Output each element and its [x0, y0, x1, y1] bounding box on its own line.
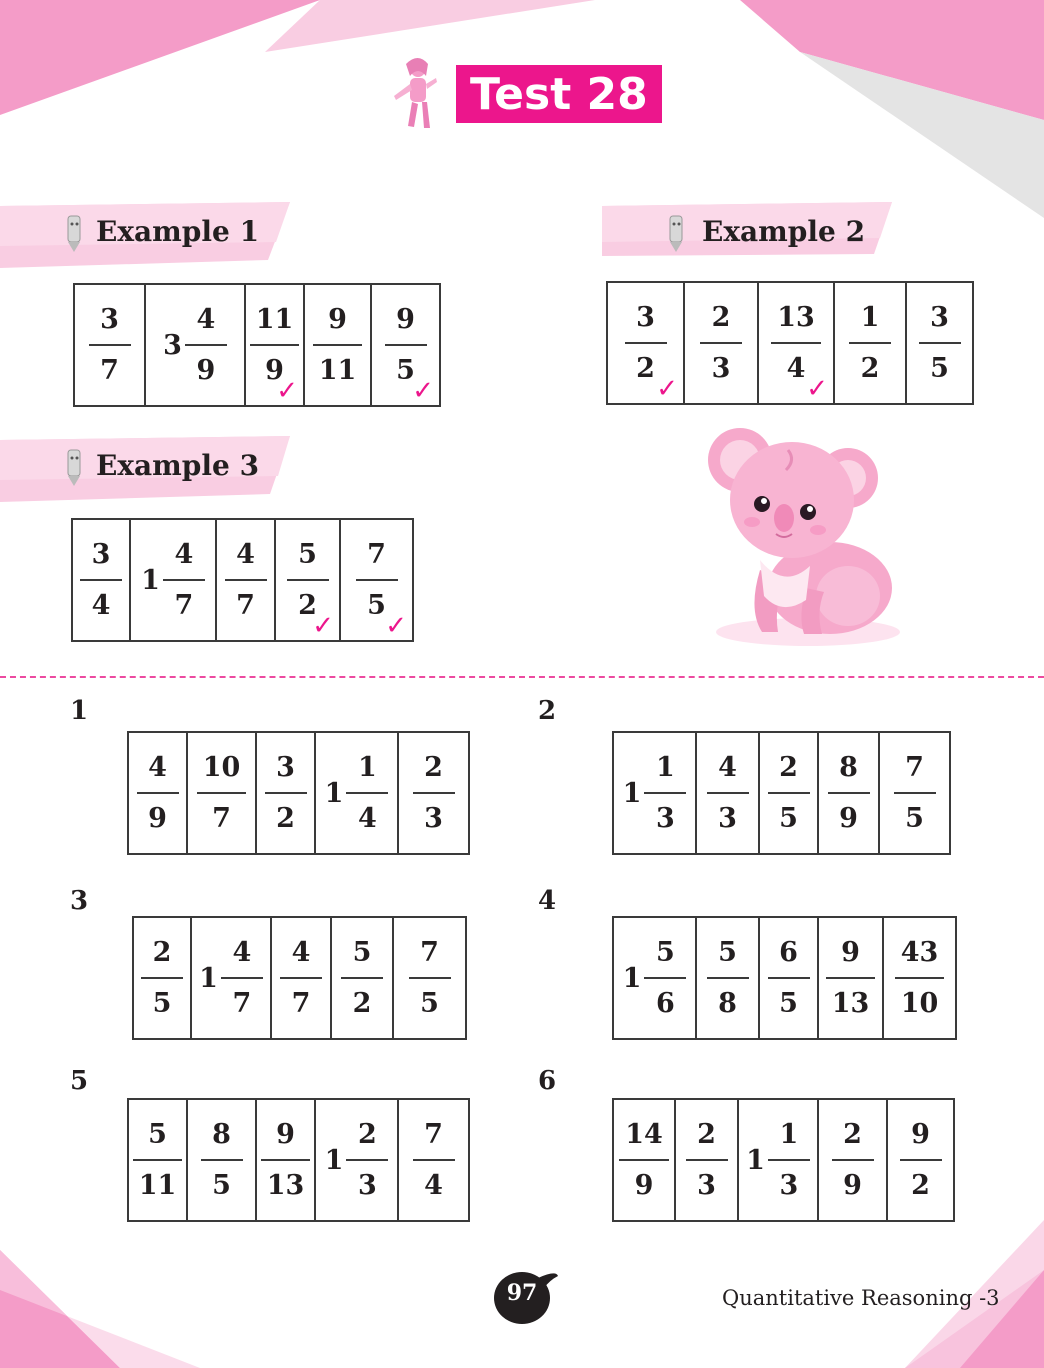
denominator: 9	[634, 1170, 654, 1201]
fraction-bar	[768, 1159, 810, 1161]
fraction	[771, 304, 821, 382]
question-4-table	[612, 916, 957, 1040]
numerator: 9	[276, 1119, 295, 1150]
numerator: 4	[291, 937, 311, 968]
fraction	[280, 939, 322, 1017]
section-divider	[0, 676, 1044, 678]
numerator: 4	[236, 539, 255, 570]
koala-illustration	[700, 420, 915, 655]
numerator: 1	[860, 302, 880, 333]
example-2-banner	[602, 202, 902, 258]
denominator: 3	[357, 1170, 377, 1201]
pencil-icon	[60, 446, 88, 486]
check-mark-icon: ✓	[312, 611, 334, 641]
numerator: 5	[655, 937, 675, 968]
numerator: 8	[839, 752, 858, 783]
fraction	[707, 939, 749, 1017]
example-1-banner	[0, 202, 300, 258]
fraction	[894, 754, 936, 832]
numerator: 9	[911, 1119, 930, 1150]
denominator: 5	[212, 1170, 231, 1201]
question-6-table	[612, 1098, 955, 1222]
fraction	[225, 541, 267, 619]
fraction-bar	[89, 344, 131, 346]
fraction-bar	[197, 792, 247, 794]
fraction-bar	[700, 342, 742, 344]
title-box	[456, 65, 662, 123]
fraction	[700, 304, 742, 382]
example-2-table	[606, 281, 974, 405]
fraction-bar	[707, 792, 749, 794]
numerator: 9	[328, 304, 347, 335]
denominator: 9	[843, 1170, 862, 1201]
fraction-cell	[372, 285, 439, 405]
fraction	[325, 754, 389, 832]
fraction-cell	[835, 283, 907, 403]
fraction-cell	[188, 733, 257, 853]
fraction-cell	[257, 733, 316, 853]
fraction-cell	[272, 918, 332, 1038]
fraction-cell	[134, 918, 192, 1038]
question-3-number: 3	[70, 886, 89, 916]
numerator: 4	[196, 304, 216, 335]
denominator: 10	[900, 988, 939, 1019]
question-6-number: 6	[538, 1066, 557, 1096]
numerator: 4	[148, 752, 167, 783]
fraction	[686, 1121, 728, 1199]
denominator: 13	[831, 988, 870, 1019]
fraction-cell	[257, 1100, 316, 1220]
fraction-bar	[919, 342, 961, 344]
fraction-cell	[73, 520, 131, 640]
numerator: 4	[718, 752, 737, 783]
numerator: 1	[779, 1119, 799, 1150]
fraction-cell	[316, 1100, 399, 1220]
fraction	[900, 1121, 942, 1199]
fraction-cell	[394, 918, 465, 1038]
denominator: 2	[636, 353, 655, 384]
fraction	[163, 306, 227, 384]
numerator: 5	[352, 937, 372, 968]
denominator: 3	[711, 353, 731, 384]
fraction-bar	[225, 579, 267, 581]
fraction	[707, 754, 749, 832]
fraction-bar	[686, 1159, 728, 1161]
denominator: 4	[786, 353, 806, 384]
page-title: Test 28	[470, 68, 648, 120]
fraction-cell	[760, 918, 819, 1038]
numerator: 2	[711, 302, 731, 333]
pencil-icon	[662, 212, 690, 252]
fraction	[133, 1121, 183, 1199]
denominator: 7	[212, 803, 231, 834]
fraction-bar	[849, 342, 891, 344]
fraction-bar	[261, 1159, 311, 1161]
fraction-bar	[80, 579, 122, 581]
numerator: 9	[841, 937, 860, 968]
fraction	[341, 939, 383, 1017]
fraction-cell	[697, 733, 760, 853]
numerator: 2	[424, 752, 443, 783]
fraction-bar	[287, 579, 329, 581]
numerator: 7	[367, 539, 386, 570]
numerator: 2	[357, 1119, 377, 1150]
fraction-bar	[185, 344, 227, 346]
fraction-cell	[217, 520, 276, 640]
denominator: 5	[396, 355, 415, 386]
fraction-cell	[188, 1100, 257, 1220]
fraction	[826, 939, 876, 1017]
denominator: 6	[655, 988, 675, 1019]
numerator: 2	[779, 752, 798, 783]
fraction-cell	[276, 520, 341, 640]
fraction-cell	[676, 1100, 739, 1220]
fraction	[746, 1121, 810, 1199]
question-5-number: 5	[70, 1066, 89, 1096]
numerator: 5	[148, 1119, 167, 1150]
denominator: 5	[779, 988, 798, 1019]
denominator: 5	[420, 988, 439, 1019]
book-title: Quantitative Reasoning -3	[722, 1286, 1000, 1310]
numerator: 5	[718, 937, 737, 968]
fraction-bar	[413, 1159, 455, 1161]
denominator: 9	[265, 355, 284, 386]
denominator: 4	[357, 803, 377, 834]
denominator: 7	[174, 590, 194, 621]
fraction-bar	[894, 792, 936, 794]
pencil-icon	[60, 212, 88, 252]
fraction-bar	[280, 977, 322, 979]
check-mark-icon: ✓	[412, 376, 434, 406]
denominator: 13	[266, 1170, 305, 1201]
numerator: 2	[697, 1119, 716, 1150]
denominator: 5	[152, 988, 172, 1019]
fraction-cell	[819, 1100, 888, 1220]
fraction-bar	[250, 344, 300, 346]
question-2-table	[612, 731, 951, 855]
check-mark-icon: ✓	[276, 376, 298, 406]
whole-number: 1	[622, 962, 642, 994]
denominator: 4	[91, 590, 111, 621]
fraction-bar	[141, 977, 183, 979]
denominator: 3	[718, 803, 737, 834]
fraction-cell	[316, 733, 399, 853]
denominator: 7	[291, 988, 311, 1019]
example-1-label: Example 1	[96, 215, 260, 248]
question-1-number: 1	[70, 696, 89, 726]
whole-number: 1	[324, 1144, 344, 1176]
denominator: 5	[367, 590, 386, 621]
fraction-cell	[399, 1100, 468, 1220]
numerator: 2	[152, 937, 172, 968]
fraction-bar	[409, 977, 451, 979]
fraction	[199, 939, 263, 1017]
title-area	[392, 58, 662, 130]
numerator: 13	[777, 302, 815, 333]
fraction	[849, 304, 891, 382]
fraction-cell	[608, 283, 685, 403]
fraction-cell	[819, 733, 880, 853]
numerator: 5	[298, 539, 317, 570]
fraction	[623, 754, 687, 832]
denominator: 8	[718, 988, 737, 1019]
denominator: 9	[196, 355, 216, 386]
whole-number: 3	[163, 329, 182, 361]
example-3-label: Example 3	[96, 449, 260, 482]
fraction	[623, 939, 687, 1017]
denominator: 7	[232, 988, 252, 1019]
fraction-bar	[137, 792, 179, 794]
fraction	[828, 754, 870, 832]
denominator: 3	[697, 1170, 716, 1201]
numerator: 1	[357, 752, 377, 783]
numerator: 7	[905, 752, 924, 783]
fraction-bar	[895, 977, 945, 979]
fraction	[832, 1121, 874, 1199]
fraction-bar	[133, 1159, 183, 1161]
fraction-cell	[129, 1100, 188, 1220]
fraction-bar	[771, 342, 821, 344]
numerator: 11	[255, 304, 294, 335]
check-mark-icon: ✓	[806, 374, 828, 404]
fraction-bar	[644, 792, 686, 794]
numerator: 10	[202, 752, 241, 783]
fraction-bar	[385, 344, 427, 346]
fraction	[89, 306, 131, 384]
whole-number: 1	[199, 962, 218, 994]
fraction-cell	[697, 918, 760, 1038]
denominator: 9	[148, 803, 167, 834]
fraction	[80, 541, 122, 619]
fraction	[895, 939, 945, 1017]
denominator: 3	[655, 803, 675, 834]
fraction	[385, 306, 427, 384]
numerator: 3	[276, 752, 295, 783]
fraction	[413, 1121, 455, 1199]
numerator: 7	[420, 937, 439, 968]
example-1-table	[73, 283, 441, 407]
denominator: 3	[779, 1170, 799, 1201]
fraction-cell	[614, 733, 697, 853]
fraction	[768, 939, 810, 1017]
denominator: 7	[236, 590, 255, 621]
fraction-bar	[163, 579, 205, 581]
fraction-bar	[413, 792, 455, 794]
fraction-cell	[399, 733, 468, 853]
fraction	[250, 306, 300, 384]
fraction	[625, 304, 667, 382]
fraction-cell	[888, 1100, 953, 1220]
fraction-bar	[768, 792, 810, 794]
fraction-cell	[146, 285, 246, 405]
fraction	[141, 939, 183, 1017]
check-mark-icon: ✓	[656, 374, 678, 404]
fraction-bar	[826, 977, 876, 979]
fraction	[919, 304, 961, 382]
fraction-bar	[900, 1159, 942, 1161]
fraction	[265, 754, 307, 832]
numerator: 4	[174, 539, 194, 570]
fraction-cell	[75, 285, 146, 405]
example-2-label: Example 2	[702, 215, 866, 248]
fraction-bar	[265, 792, 307, 794]
fraction	[197, 754, 247, 832]
fraction-cell	[332, 918, 394, 1038]
question-3-table	[132, 916, 467, 1040]
denominator: 5	[779, 803, 798, 834]
numerator: 6	[779, 937, 798, 968]
fraction-cell	[819, 918, 884, 1038]
fraction	[201, 1121, 243, 1199]
numerator: 9	[396, 304, 415, 335]
fraction-bar	[625, 342, 667, 344]
denominator: 4	[424, 1170, 443, 1201]
fraction-cell	[759, 283, 835, 403]
fraction-bar	[619, 1159, 669, 1161]
fraction	[768, 754, 810, 832]
fraction	[261, 1121, 311, 1199]
numerator: 14	[625, 1119, 663, 1150]
denominator: 11	[138, 1170, 177, 1201]
check-mark-icon: ✓	[385, 611, 407, 641]
fraction-bar	[707, 977, 749, 979]
numerator: 7	[424, 1119, 443, 1150]
fraction-bar	[341, 977, 383, 979]
fraction	[141, 541, 205, 619]
whole-number: 1	[746, 1144, 765, 1176]
whole-number: 1	[141, 564, 160, 596]
numerator: 1	[655, 752, 675, 783]
question-5-table	[127, 1098, 470, 1222]
fraction-bar	[356, 579, 398, 581]
example-3-banner	[0, 436, 300, 492]
fraction-cell	[341, 520, 412, 640]
denominator: 3	[424, 803, 443, 834]
fraction-cell	[739, 1100, 819, 1220]
fraction-bar	[221, 977, 263, 979]
fraction-bar	[832, 1159, 874, 1161]
fraction-cell	[685, 283, 759, 403]
question-4-number: 4	[538, 886, 557, 916]
fraction-cell	[129, 733, 188, 853]
fraction-cell	[884, 918, 955, 1038]
denominator: 2	[911, 1170, 930, 1201]
question-2-number: 2	[538, 696, 557, 726]
fraction-cell	[614, 1100, 676, 1220]
denominator: 2	[352, 988, 372, 1019]
denominator: 5	[905, 803, 924, 834]
page-number-badge	[488, 1268, 560, 1326]
question-1-table	[127, 731, 470, 855]
numerator: 43	[900, 937, 939, 968]
fraction-cell	[131, 520, 217, 640]
denominator: 5	[930, 353, 949, 384]
numerator: 3	[930, 302, 949, 333]
fraction-bar	[346, 792, 388, 794]
fraction-cell	[880, 733, 949, 853]
fraction	[413, 754, 455, 832]
fraction	[137, 754, 179, 832]
whole-number: 1	[622, 777, 642, 809]
fraction	[325, 1121, 389, 1199]
fraction	[313, 306, 363, 384]
fraction-cell	[760, 733, 819, 853]
numerator: 3	[636, 302, 655, 333]
fraction	[287, 541, 329, 619]
denominator: 11	[318, 355, 357, 386]
denominator: 7	[100, 355, 119, 386]
denominator: 2	[276, 803, 295, 834]
fraction-bar	[768, 977, 810, 979]
fraction-cell	[192, 918, 272, 1038]
fraction-bar	[313, 344, 363, 346]
fraction-bar	[346, 1159, 388, 1161]
page-number: 97	[506, 1280, 538, 1306]
fraction	[409, 939, 451, 1017]
denominator: 2	[860, 353, 880, 384]
fraction-bar	[644, 977, 686, 979]
fraction-cell	[246, 285, 305, 405]
fraction-bar	[828, 792, 870, 794]
numerator: 2	[843, 1119, 862, 1150]
denominator: 2	[298, 590, 317, 621]
numerator: 3	[100, 304, 119, 335]
fraction	[619, 1121, 669, 1199]
example-3-table	[71, 518, 414, 642]
fraction-bar	[201, 1159, 243, 1161]
numerator: 4	[232, 937, 252, 968]
numerator: 3	[91, 539, 111, 570]
denominator: 9	[839, 803, 858, 834]
fraction-cell	[907, 283, 972, 403]
fraction-cell	[305, 285, 372, 405]
whole-number: 1	[324, 777, 344, 809]
fraction-cell	[614, 918, 697, 1038]
fraction	[356, 541, 398, 619]
numerator: 8	[212, 1119, 231, 1150]
